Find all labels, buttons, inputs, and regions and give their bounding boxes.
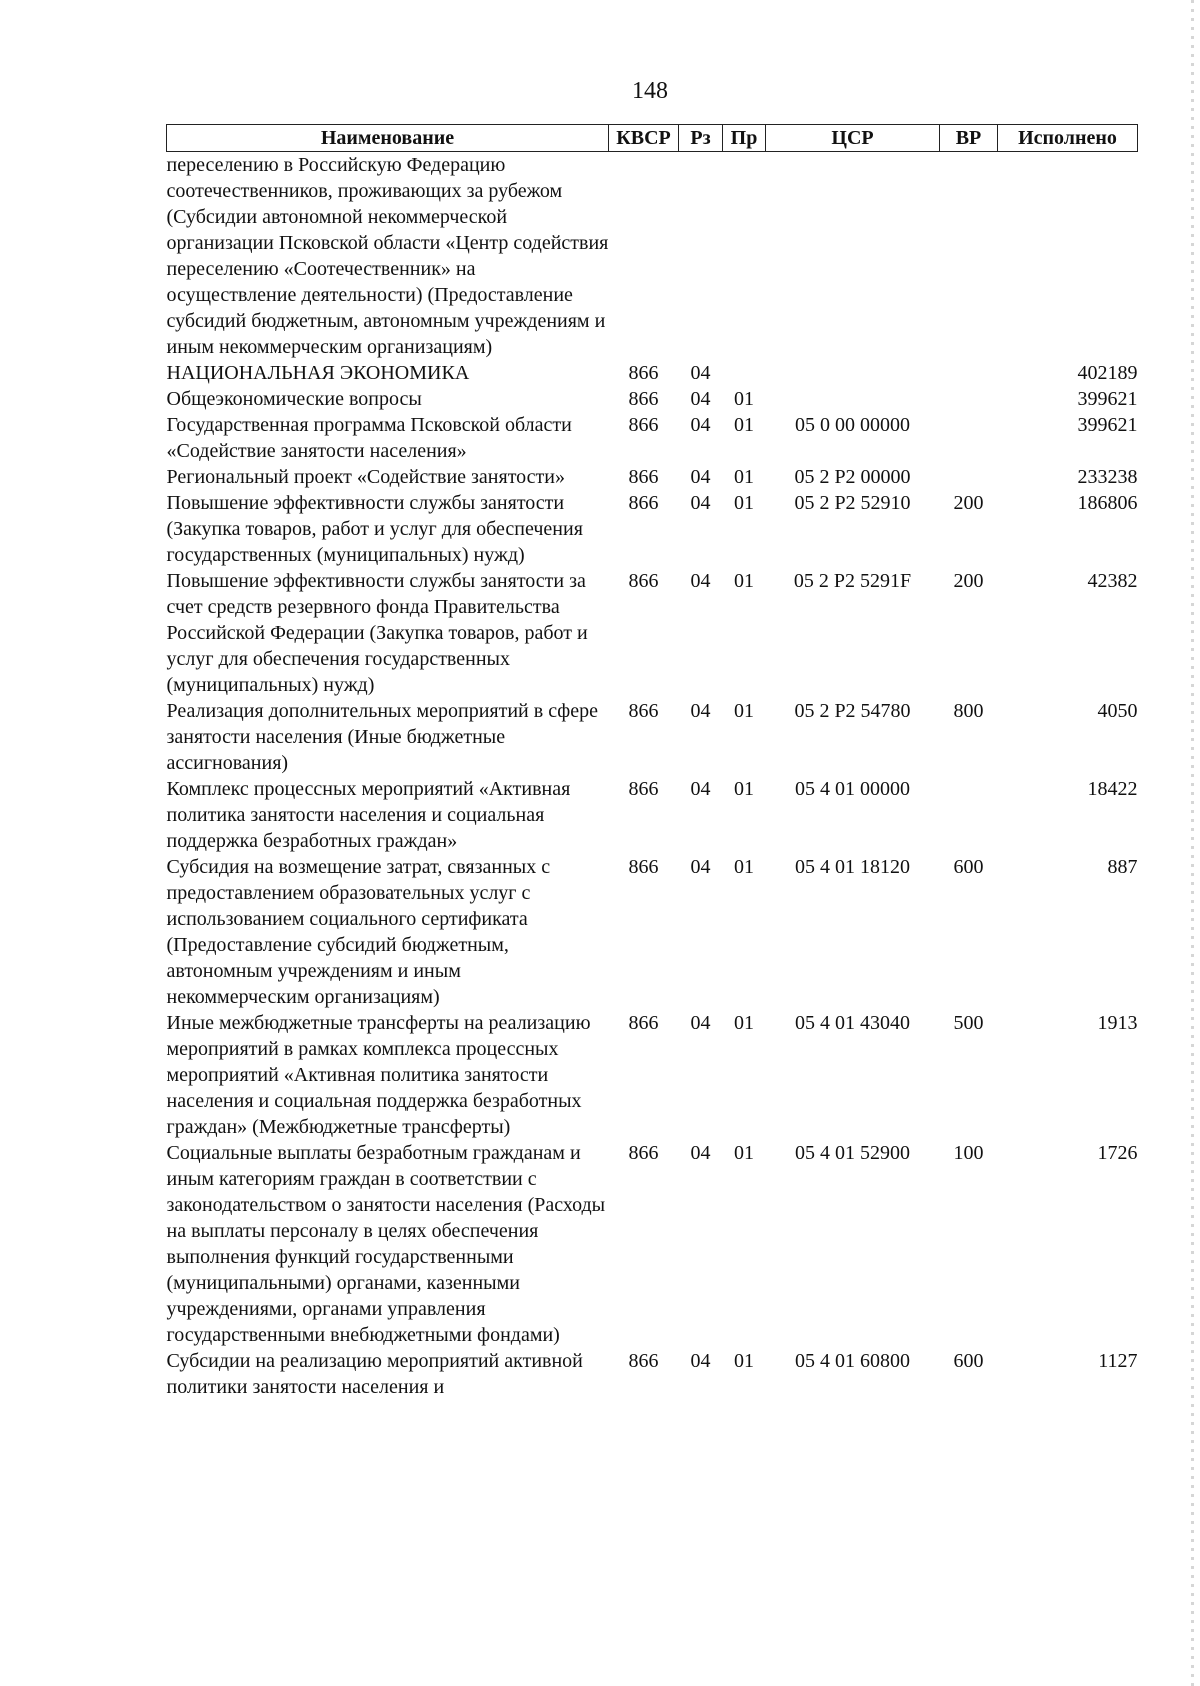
- cell-name: Повышение эффективности службы занятости за счет средств резервного фонда Правительства Российской Федерации (Закупка товаров, работ и услуг для обеспечения государственных (муниципальных) нужд): [166, 570, 588, 696]
- cell-executed: 1913: [1097, 1012, 1138, 1034]
- cell-vr: [940, 776, 998, 854]
- cell-rz: 04: [690, 466, 711, 488]
- cell-name: Комплекс процессных мероприятий «Активная политика занятости населения и социальная поддержка безработных граждан»: [166, 778, 571, 852]
- cell-pr: 01: [734, 1012, 754, 1034]
- cell-pr: 01: [734, 570, 754, 592]
- cell-executed: 42382: [1087, 570, 1138, 592]
- table-row: [167, 1010, 1138, 1140]
- cell-executed: 18422: [1087, 778, 1138, 800]
- cell-csr: [766, 152, 940, 361]
- cell-vr: 200: [953, 570, 984, 592]
- table-body: [167, 152, 1138, 1401]
- cell-kvsr: 866: [628, 778, 659, 800]
- header-name: Наименование: [167, 125, 609, 152]
- cell-kvsr: 866: [628, 414, 659, 436]
- cell-kvsr: 866: [628, 362, 659, 384]
- header-rz: Рз: [679, 125, 723, 152]
- cell-name: Повышение эффективности службы занятости (Закупка товаров, работ и услуг для обеспечения государственных (муниципальных) нужд): [166, 492, 583, 566]
- cell-vr: [940, 386, 998, 412]
- cell-kvsr: 866: [628, 700, 659, 722]
- table-row: [167, 1348, 1138, 1400]
- table-row: [167, 412, 1138, 464]
- cell-kvsr: 866: [628, 570, 659, 592]
- cell-rz: 04: [690, 570, 711, 592]
- cell-csr: 05 2 P2 00000: [794, 466, 911, 488]
- cell-vr: 600: [953, 856, 984, 878]
- header-pr: Пр: [723, 125, 766, 152]
- cell-pr: 01: [734, 466, 754, 488]
- cell-vr: 600: [953, 1350, 984, 1372]
- cell-pr: [723, 360, 766, 386]
- cell-vr: [940, 152, 998, 361]
- cell-executed: 233238: [1077, 466, 1138, 488]
- cell-kvsr: 866: [628, 388, 659, 410]
- cell-pr: 01: [734, 1350, 754, 1372]
- table-row: [167, 1140, 1138, 1348]
- cell-vr: 500: [953, 1012, 984, 1034]
- cell-name: Государственная программа Псковской области «Содействие занятости населения»: [166, 414, 572, 462]
- cell-rz: 04: [690, 856, 711, 878]
- header-csr: ЦСР: [766, 125, 940, 152]
- header-kvsr: КВСР: [609, 125, 679, 152]
- page-number: 148: [632, 78, 668, 104]
- cell-csr: 05 2 P2 54780: [794, 700, 911, 722]
- cell-executed: 1726: [1097, 1142, 1138, 1164]
- cell-executed: 399621: [1077, 414, 1138, 436]
- cell-pr: 01: [734, 700, 754, 722]
- header-executed: Исполнено: [998, 125, 1138, 152]
- cell-csr: 05 4 01 60800: [795, 1350, 910, 1372]
- cell-vr: 800: [953, 700, 984, 722]
- cell-rz: 04: [690, 778, 711, 800]
- cell-csr: 05 4 01 52900: [795, 1142, 910, 1164]
- cell-vr: [940, 464, 998, 490]
- cell-kvsr: 866: [628, 466, 659, 488]
- cell-name: Социальные выплаты безработным гражданам и иным категориям граждан в соответствии с законодательством о занятости населения (Расходы на выплаты персоналу в целях обеспечения выполнения функций государственными (муниципальными) органами, казенными учреждениями, органами управления государственными внебюджетными фондами): [166, 1142, 606, 1346]
- cell-executed: 4050: [1097, 700, 1138, 722]
- table-row: [167, 490, 1138, 568]
- cell-pr: [723, 152, 766, 361]
- cell-executed: 402189: [1077, 362, 1138, 384]
- cell-pr: 01: [734, 778, 754, 800]
- cell-kvsr: 866: [628, 1142, 659, 1164]
- cell-csr: [766, 360, 940, 386]
- table-row: [167, 386, 1138, 412]
- cell-kvsr: 866: [628, 856, 659, 878]
- cell-rz: 04: [690, 492, 711, 514]
- cell-name: НАЦИОНАЛЬНАЯ ЭКОНОМИКА: [166, 362, 470, 384]
- cell-csr: [766, 386, 940, 412]
- table-row: [167, 854, 1138, 1010]
- cell-csr: 05 4 01 00000: [795, 778, 910, 800]
- cell-vr: 100: [953, 1142, 984, 1164]
- table-row: [167, 360, 1138, 386]
- cell-executed: 186806: [1077, 492, 1138, 514]
- cell-kvsr: 866: [628, 1350, 659, 1372]
- header-vr: ВР: [940, 125, 998, 152]
- table-row: [167, 776, 1138, 854]
- cell-name: Региональный проект «Содействие занятости»: [166, 466, 565, 488]
- cell-rz: 04: [690, 388, 711, 410]
- cell-vr: [940, 360, 998, 386]
- cell-rz: 04: [690, 1350, 711, 1372]
- cell-pr: 01: [734, 1142, 754, 1164]
- cell-executed: 887: [1107, 856, 1138, 878]
- cell-name: Субсидии на реализацию мероприятий активной политики занятости населения и: [166, 1350, 583, 1398]
- cell-vr: 200: [953, 492, 984, 514]
- cell-rz: 04: [690, 700, 711, 722]
- cell-pr: 01: [734, 856, 754, 878]
- cell-csr: 05 4 01 43040: [795, 1012, 910, 1034]
- cell-pr: 01: [734, 388, 754, 410]
- table-row: [167, 698, 1138, 776]
- cell-rz: [679, 152, 723, 361]
- cell-name: Реализация дополнительных мероприятий в сфере занятости населения (Иные бюджетные ассигнования): [166, 700, 599, 774]
- cell-pr: 01: [734, 414, 754, 436]
- cell-kvsr: 866: [628, 492, 659, 514]
- cell-pr: 01: [734, 492, 754, 514]
- table-row: [167, 152, 1138, 361]
- cell-name: Иные межбюджетные трансферты на реализацию мероприятий в рамках комплекса процессных мероприятий «Активная политика занятости населения и социальная поддержка безработных граждан» (Межбюджетные трансферты): [166, 1012, 591, 1138]
- table-row: [167, 464, 1138, 490]
- cell-name: Субсидия на возмещение затрат, связанных с предоставлением образовательных услуг с использованием социального сертификата (Предоставление субсидий бюджетным, автономным учреждениям и иным некоммерческим организациям): [166, 856, 551, 1008]
- table-header-row: [167, 125, 1138, 152]
- budget-table: [166, 124, 1138, 1400]
- cell-rz: 04: [690, 362, 711, 384]
- cell-csr: 05 2 P2 52910: [794, 492, 911, 514]
- cell-executed: 1127: [1098, 1350, 1138, 1372]
- scan-edge: [1191, 0, 1194, 1686]
- cell-kvsr: 866: [628, 1012, 659, 1034]
- cell-csr: 05 0 00 00000: [795, 414, 910, 436]
- cell-name: переселению в Российскую Федерацию соотечественников, проживающих за рубежом (Субсидии автономной некоммерческой организации Псковской области «Центр содействия переселению «Соотечественник» на осуществление деятельности) (Предоставление субсидий бюджетным, автономным учреждениям и иным некоммерческим организациям): [166, 154, 609, 358]
- cell-rz: 04: [690, 414, 711, 436]
- cell-rz: 04: [690, 1012, 711, 1034]
- cell-name: Общеэкономические вопросы: [166, 388, 422, 410]
- cell-csr: 05 2 P2 5291F: [793, 570, 912, 592]
- cell-csr: 05 4 01 18120: [795, 856, 910, 878]
- cell-executed: 399621: [1077, 388, 1138, 410]
- cell-vr: [940, 412, 998, 464]
- cell-executed: [998, 152, 1138, 361]
- table-row: [167, 568, 1138, 698]
- cell-rz: 04: [690, 1142, 711, 1164]
- cell-kvsr: [609, 152, 679, 361]
